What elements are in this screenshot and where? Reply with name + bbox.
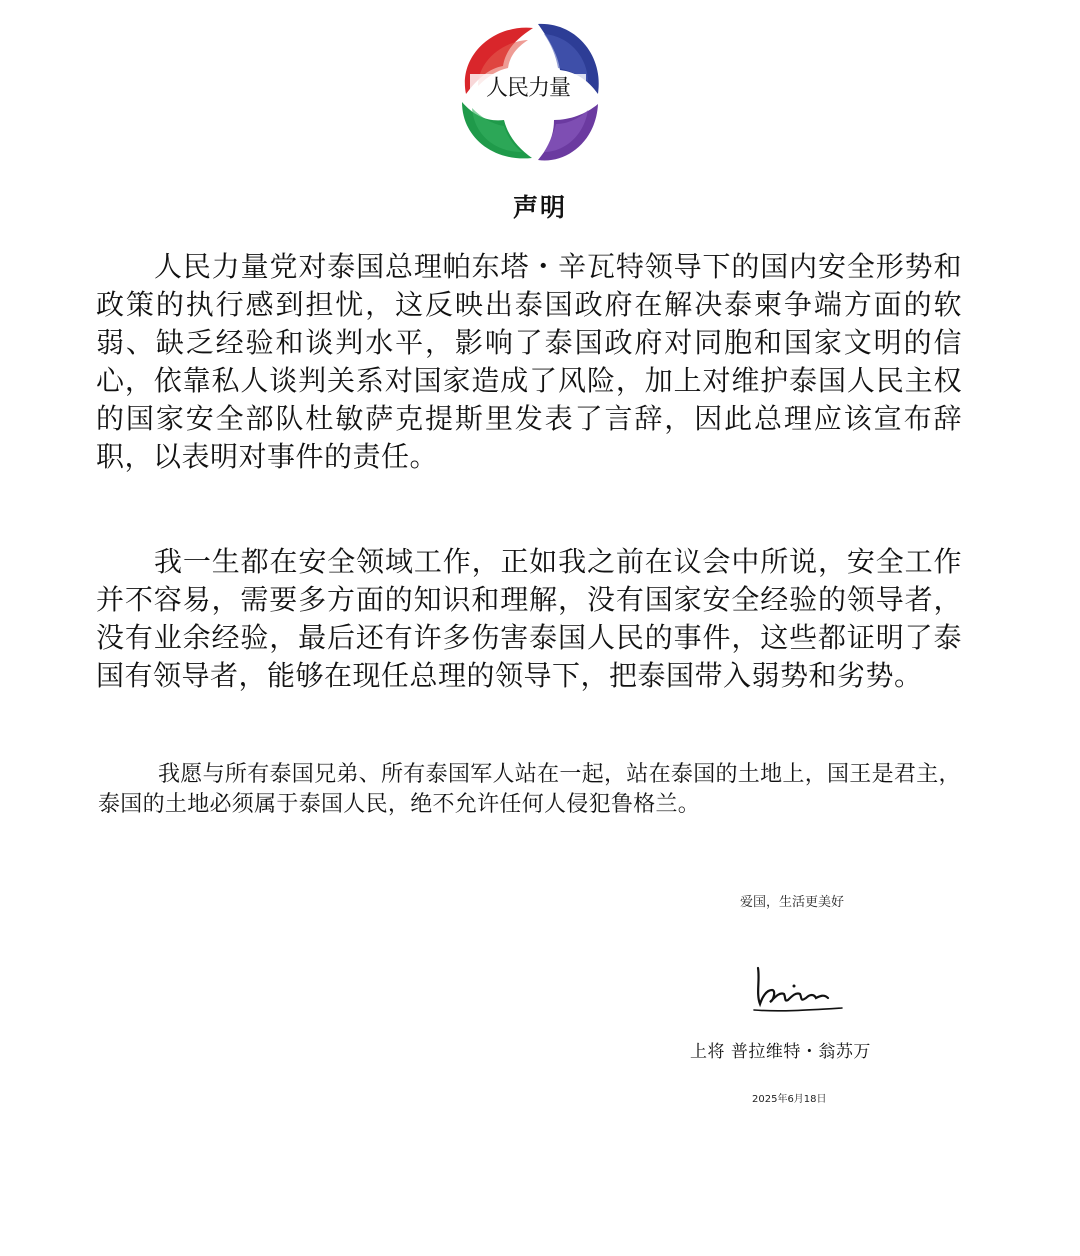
paragraph-3: 我愿与所有泰国兄弟、所有泰国军人站在一起，站在泰国的土地上，国王是君主，泰国的土地必须属于泰国人民，绝不允许任何人侵犯鲁格兰。 — [98, 762, 961, 817]
paragraph-1: 人民力量党对泰国总理帕东塔・辛瓦特领导下的国内安全形势和政策的执行感到担忧，这反映出泰国政府在解决泰柬争端方面的软弱、缺乏经验和谈判水平，影响了泰国政府对同胞和国家文明的信心，依靠私人谈判关系对国家造成了风险，加上对维护泰国人民主权的国家安全部队杜敏萨克提斯里发表了言辞，因此总理应该宣布辞职，以表明对事件的责任。 — [96, 250, 962, 473]
handwritten-signature — [750, 960, 850, 1020]
party-logo — [448, 16, 608, 166]
closing-slogan: 爱国，生活更美好 — [740, 895, 845, 910]
document-title: 声明 — [512, 193, 567, 222]
paragraph-2: 我一生都在安全领域工作，正如我之前在议会中所说，安全工作并不容易，需要多方面的知识和理解，没有国家安全经验的领导者，没有业余经验，最后还有许多伤害泰国人民的事件，这些都证明了泰国有领导者，能够在现任总理的领导下，把泰国带入弱势和劣势。 — [96, 545, 962, 692]
signer-name: 上将 普拉维特・翁苏万 — [690, 1042, 871, 1062]
document-date: 2025年6月18日 — [752, 1094, 827, 1105]
signature-icon — [750, 960, 850, 1020]
logo-text: 人民力量 — [470, 74, 586, 104]
